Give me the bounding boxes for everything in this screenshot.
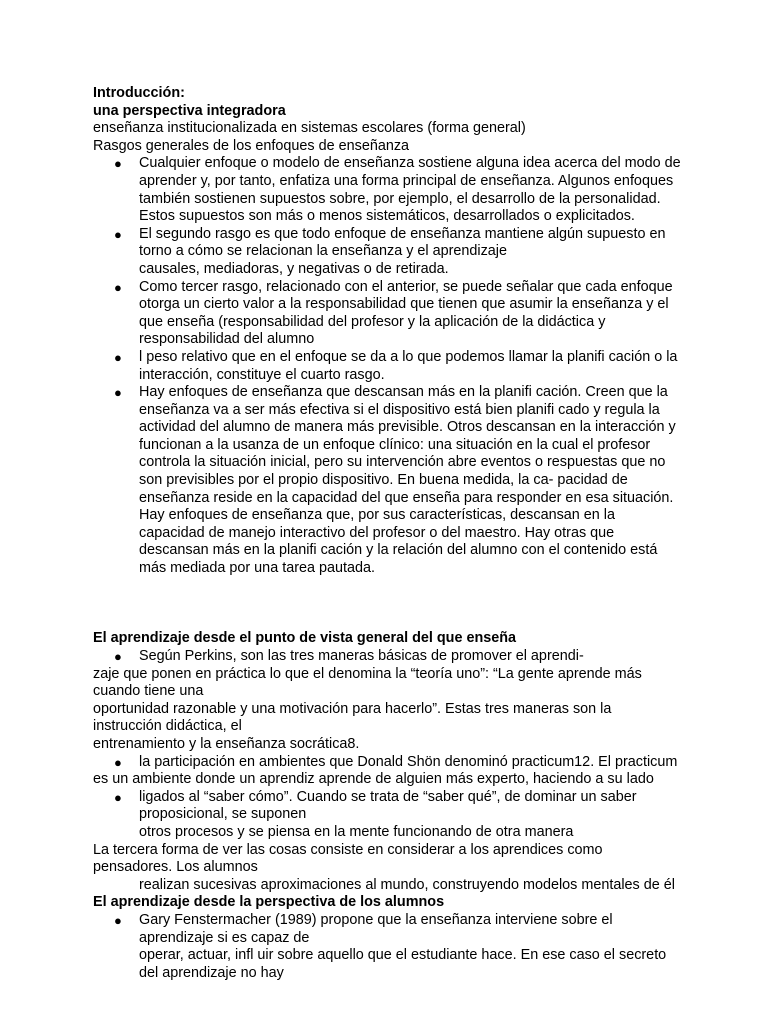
paragraph-line: Rasgos generales de los enfoques de enseñanza bbox=[93, 137, 410, 154]
bullet-icon: ● bbox=[114, 789, 122, 805]
bullet-icon: ● bbox=[114, 912, 122, 928]
bullet-icon: ● bbox=[114, 754, 122, 770]
list-item: ● Cualquier enfoque o modelo de enseñanza sostiene alguna idea acerca del modo de aprender y, por tanto, enfatiza una forma principal de enseñanza. Algunos enfoques también sostienen supuestos sobre, por ejemplo, el desarrollo de la personalidad. Estos supuestos son más o menos sistemáticos, desarrollados o explicitados. bbox=[114, 155, 681, 225]
list-item: ● Gary Fenstermacher (1989) propone que la enseñanza interviene sobre el aprendizaje si es capaz de operar, actuar, infl uir sobre aquello que el estudiante hace. En ese caso el secreto del aprendizaje no hay bbox=[114, 911, 667, 981]
bullet-icon: ● bbox=[114, 156, 122, 172]
list-item: ● Según Perkins, son las tres maneras básicas de promover el aprendi- bbox=[114, 648, 584, 664]
list-item: ● Como tercer rasgo, relacionado con el anterior, se puede señalar que cada enfoque otorga un cierto valor a la responsabilidad que tienen que asumir la enseñanza y el que enseña (responsabilidad del profesor y la aplicación de la didáctica y responsabilidad del alumno bbox=[114, 278, 673, 348]
bullet-icon: ● bbox=[114, 349, 122, 365]
subheading-perspectiva: una perspectiva integradora bbox=[93, 102, 286, 119]
heading-introduccion: Introducción: bbox=[93, 85, 185, 101]
list-item: ● l peso relativo que en el enfoque se da a lo que podemos llamar la planifi cación o la interacción, constituye el cuarto rasgo. bbox=[114, 348, 678, 383]
bullet-icon: ● bbox=[114, 226, 122, 242]
document-body: Introducción: una perspectiva integradora enseñanza institucionalizada en sistemas escolares (forma general) Rasgos generales de los enfoques de enseñanza ● Cualquier enfoque o modelo de enseñanza sostiene alguna idea acerca del modo de aprender y, por tanto, enfatiza una forma principal de enseñanza. Algunos enfoques también sostienen supuestos sobre, por ejemplo, el desarrollo de la personalidad. Estos supuestos son más o menos sistemáticos, desarrollados o explicitados. ● El segundo rasgo es que todo enfoque de enseñanza mantiene algún supuesto en torno a cómo se relacionan la enseñanza y el aprendizaje causales, mediadoras, y negativas o de retirada. ● Como tercer rasgo, relacionado con el anterior, se puede señalar que cada enfoque otorga un cierto valor a la responsabilidad que tienen que asumir la enseñanza y el que enseña (responsabilidad del profesor y la aplicación de la didáctica y responsabilidad del alumno ● l peso relativo que en el enfoque se da a lo que podemos llamar la planifi cación o la interacción, constituye el cuarto rasgo. ● Hay enfoques de enseñanza que descansan más en la planifi cación. Creen que la enseñanza va a ser más efectiva si el dispositivo está bien planifi cado y regula la actividad del alumno de manera más previsible. Otros descansan en la interacción y funcionan a la usanza de un enfoque clínico: una situación en la cual el profesor controla la situación inicial, pero su intervención abre eventos o respuestas que no son previsibles por el propio dispositivo. En buena medida, la ca- pacidad de enseñanza reside en la capacidad del que enseña para responder en esa situación. Hay enfoques de enseñanza que, por sus características, descansan en la capacidad de manejo interactivo del profesor o del maestro. Hay otras que descansan más en la planifi cación y la relación del alumno con el contenido está más mediada por una tarea pautada. El aprendizaje desde el punto de vista general del que enseña ● Según Perkins, son las tres maneras básicas de promover el aprendi- zaje que ponen en práctica lo que el denomina la “teoría uno”: “La gente aprende más cuando tiene una oportunidad razonable y una motivación para hacerlo”. Estas tres maneras son la instrucción didáctica, el entrenamiento y la enseñanza socrática8. ● la participación en ambientes que Donald Shön denominó practicum12. El practicum es un ambiente donde un aprendiz aprende de alguien más experto, haciendo a su lado ● ligados al “saber cómo”. Cuando se trata de “saber qué”, de dominar un saber proposicional, se suponen otros procesos y se piensa en la mente funcionando de otra manera La tercera forma de ver las cosas consiste en considerar a los aprendices como pensadores. Los alumnos realizan sucesivas aproximaciones al mundo, construyendo modelos mentales de él El aprendizaje desde la perspectiva de los alumnos ● Gary Fenstermacher (1989) propone que la enseñanza interviene sobre el aprendizaje si es capaz de operar, actuar, infl uir sobre aquello que el estudiante hace. En ese caso el secreto del aprendizaje no hay bbox=[93, 85, 683, 982]
section-heading-profesor: El aprendizaje desde el punto de vista general del que enseña bbox=[93, 630, 517, 647]
section-heading-alumnos: El aprendizaje desde la perspectiva de los alumnos bbox=[93, 894, 445, 911]
list-item: ● El segundo rasgo es que todo enfoque de enseñanza mantiene algún supuesto en torno a cómo se relacionan la enseñanza y el aprendizaje causales, mediadoras, y negativas o de retirada. bbox=[114, 225, 666, 277]
list-item: ● ligados al “saber cómo”. Cuando se trata de “saber qué”, de dominar un saber proposicional, se suponen otros procesos y se piensa en la mente funcionando de otra manera bbox=[114, 788, 637, 840]
bullet-icon: ● bbox=[114, 279, 122, 295]
bullet-icon: ● bbox=[114, 385, 122, 401]
paragraph-line: enseñanza institucionalizada en sistemas escolares (forma general) bbox=[93, 120, 526, 137]
bullet-icon: ● bbox=[114, 649, 122, 664]
list-item: ● Hay enfoques de enseñanza que descansan más en la planifi cación. Creen que la enseñanza va a ser más efectiva si el dispositivo está bien planifi cado y regula la actividad del alumno de manera más previsible. Otros descansan en la interacción y funcionan a la usanza de un enfoque clínico: una situación en la cual el profesor controla la situación inicial, pero su intervención abre eventos o respuestas que no son previsibles por el propio dispositivo. En buena medida, la ca- pacidad de enseñanza reside en la capacidad del que enseña para responder en esa situación. Hay enfoques de enseñanza que, por sus características, descansan en la capacidad de manejo interactivo del profesor o del maestro. Hay otras que descansan más en la planifi cación y la relación del alumno con el contenido está más mediada por una tarea pautada. bbox=[114, 384, 676, 577]
list-item: ● la participación en ambientes que Donald Shön denominó practicum12. El practicum bbox=[114, 753, 678, 770]
